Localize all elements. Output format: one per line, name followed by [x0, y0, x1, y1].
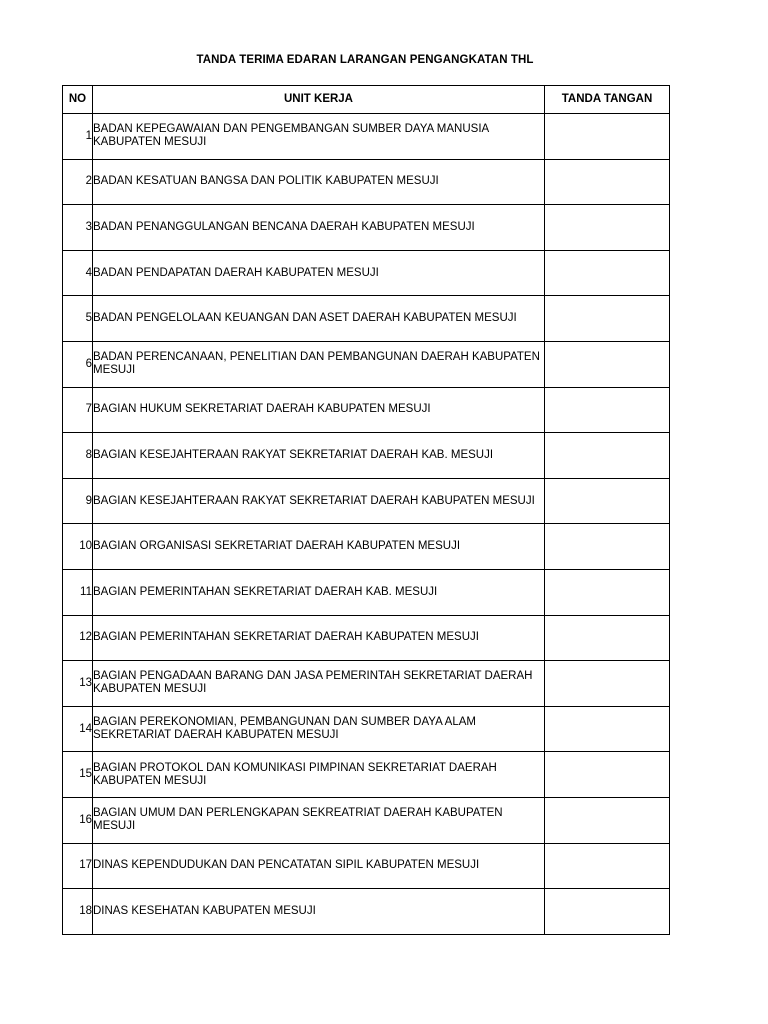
table-row	[63, 296, 670, 342]
table-row	[63, 889, 670, 935]
row-number: 16	[63, 797, 93, 843]
unit-kerja-cell: BAGIAN PROTOKOL DAN KOMUNIKASI PIMPINAN SEKRETARIAT DAERAH KABUPATEN MESUJI	[93, 752, 545, 798]
table-row	[63, 387, 670, 433]
row-number: 7	[63, 387, 93, 433]
row-number: 8	[63, 433, 93, 479]
unit-kerja-cell: BAGIAN PEMERINTAHAN SEKRETARIAT DAERAH KABUPATEN MESUJI	[93, 615, 545, 661]
unit-kerja-cell: BAGIAN PEMERINTAHAN SEKRETARIAT DAERAH KAB. MESUJI	[93, 569, 545, 615]
unit-kerja-cell: BADAN KESATUAN BANGSA DAN POLITIK KABUPATEN MESUJI	[93, 159, 545, 205]
signature-cell	[545, 478, 670, 524]
row-number: 15	[63, 752, 93, 798]
table-row	[63, 569, 670, 615]
row-number: 18	[63, 889, 93, 935]
table-row	[63, 205, 670, 251]
unit-kerja-cell: BADAN KEPEGAWAIAN DAN PENGEMBANGAN SUMBER DAYA MANUSIA KABUPATEN MESUJI	[93, 114, 545, 160]
unit-kerja-cell: BAGIAN UMUM DAN PERLENGKAPAN SEKREATRIAT DAERAH KABUPATEN MESUJI	[93, 797, 545, 843]
header-unit-kerja: UNIT KERJA	[93, 86, 545, 114]
signature-cell	[545, 114, 670, 160]
document-title: TANDA TERIMA EDARAN LARANGAN PENGANGKATAN THL	[196, 54, 534, 66]
signature-cell	[545, 296, 670, 342]
unit-kerja-cell: BADAN PENGELOLAAN KEUANGAN DAN ASET DAERAH KABUPATEN MESUJI	[93, 296, 545, 342]
table-row	[63, 159, 670, 205]
table-header-row	[63, 86, 670, 114]
unit-kerja-cell: BAGIAN PEREKONOMIAN, PEMBANGUNAN DAN SUMBER DAYA ALAM SEKRETARIAT DAERAH KABUPATEN MESUJI	[93, 706, 545, 752]
signature-cell	[545, 661, 670, 707]
row-number: 11	[63, 569, 93, 615]
row-number: 12	[63, 615, 93, 661]
signature-cell	[545, 341, 670, 387]
unit-kerja-cell: BAGIAN HUKUM SEKRETARIAT DAERAH KABUPATEN MESUJI	[93, 387, 545, 433]
receipt-table	[62, 85, 670, 935]
row-number: 14	[63, 706, 93, 752]
signature-cell	[545, 889, 670, 935]
row-number: 10	[63, 524, 93, 570]
table-row	[63, 706, 670, 752]
signature-cell	[545, 433, 670, 479]
unit-kerja-cell: BADAN PENDAPATAN DAERAH KABUPATEN MESUJI	[93, 250, 545, 296]
row-number: 6	[63, 341, 93, 387]
table-row	[63, 433, 670, 479]
row-number: 13	[63, 661, 93, 707]
table-row	[63, 661, 670, 707]
unit-kerja-cell: BAGIAN ORGANISASI SEKRETARIAT DAERAH KABUPATEN MESUJI	[93, 524, 545, 570]
unit-kerja-cell: DINAS KEPENDUDUKAN DAN PENCATATAN SIPIL KABUPATEN MESUJI	[93, 843, 545, 889]
row-number: 9	[63, 478, 93, 524]
signature-cell	[545, 569, 670, 615]
table-row	[63, 524, 670, 570]
unit-kerja-cell: BADAN PERENCANAAN, PENELITIAN DAN PEMBANGUNAN DAERAH KABUPATEN MESUJI	[93, 341, 545, 387]
table-row	[63, 250, 670, 296]
signature-cell	[545, 752, 670, 798]
unit-kerja-cell: BADAN PENANGGULANGAN BENCANA DAERAH KABUPATEN MESUJI	[93, 205, 545, 251]
header-no: NO	[63, 86, 93, 114]
signature-cell	[545, 159, 670, 205]
header-tanda-tangan: TANDA TANGAN	[545, 86, 670, 114]
table-row	[63, 478, 670, 524]
table-body	[63, 114, 670, 935]
signature-cell	[545, 524, 670, 570]
row-number: 4	[63, 250, 93, 296]
row-number: 3	[63, 205, 93, 251]
signature-cell	[545, 797, 670, 843]
signature-cell	[545, 706, 670, 752]
table-row	[63, 752, 670, 798]
table-row	[63, 341, 670, 387]
unit-kerja-cell: BAGIAN PENGADAAN BARANG DAN JASA PEMERINTAH SEKRETARIAT DAERAH KABUPATEN MESUJI	[93, 661, 545, 707]
signature-cell	[545, 843, 670, 889]
row-number: 2	[63, 159, 93, 205]
unit-kerja-cell: BAGIAN KESEJAHTERAAN RAKYAT SEKRETARIAT DAERAH KABUPATEN MESUJI	[93, 478, 545, 524]
unit-kerja-cell: BAGIAN KESEJAHTERAAN RAKYAT SEKRETARIAT DAERAH KAB. MESUJI	[93, 433, 545, 479]
table-row	[63, 114, 670, 160]
signature-cell	[545, 615, 670, 661]
row-number: 17	[63, 843, 93, 889]
table-row	[63, 615, 670, 661]
row-number: 5	[63, 296, 93, 342]
signature-cell	[545, 387, 670, 433]
table-row	[63, 797, 670, 843]
unit-kerja-cell: DINAS KESEHATAN KABUPATEN MESUJI	[93, 889, 545, 935]
table-row	[63, 843, 670, 889]
row-number: 1	[63, 114, 93, 160]
signature-cell	[545, 205, 670, 251]
signature-cell	[545, 250, 670, 296]
